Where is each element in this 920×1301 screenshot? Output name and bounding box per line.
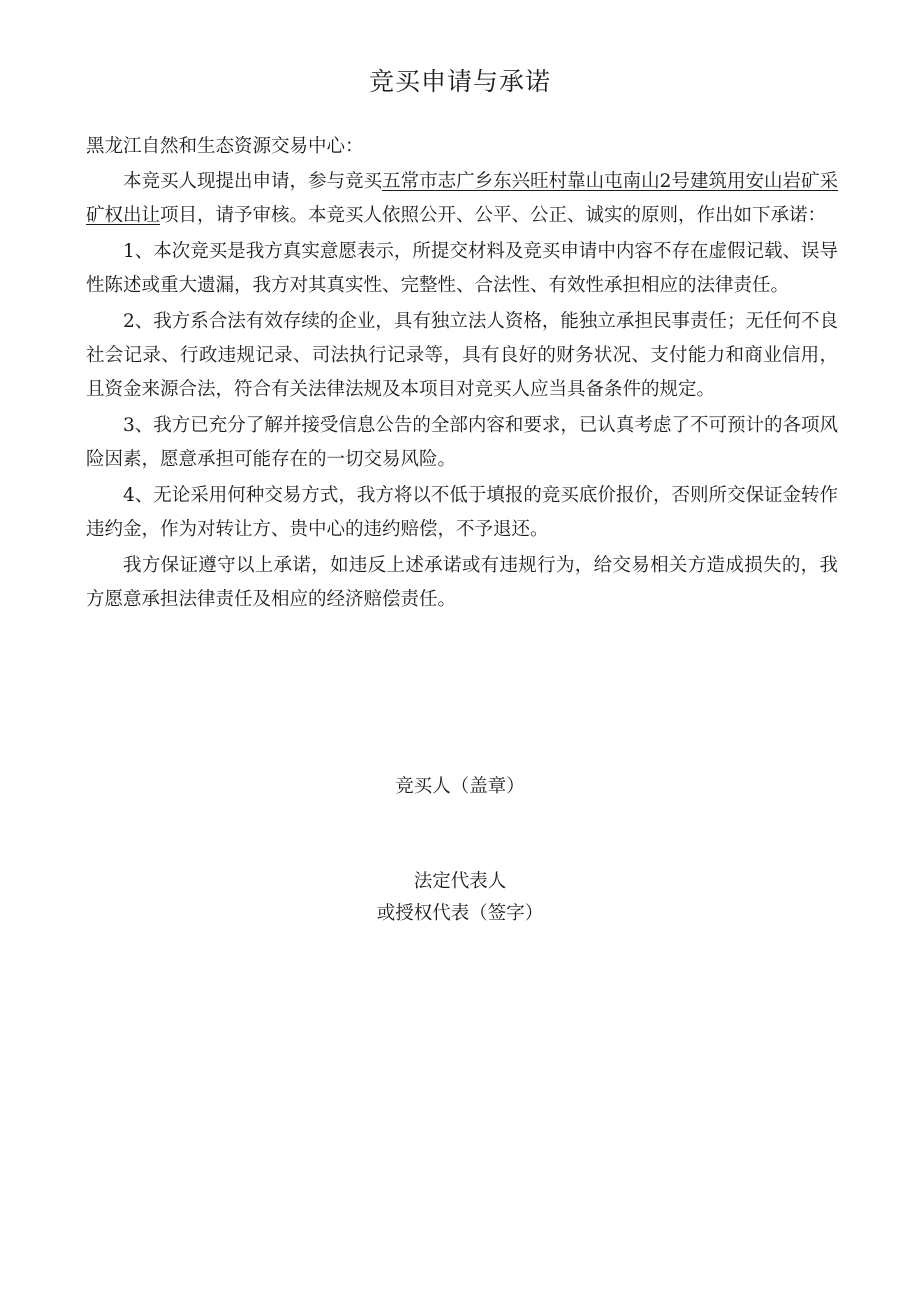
intro-text-before: 本竞买人现提出申请，参与竞买: [123, 171, 383, 192]
legal-representative-label: 法定代表人: [413, 871, 507, 892]
intro-text-after: 项目，请予审核。本竞买人依照公开、公平、公正、诚实的原则，作出如下承诺：: [160, 205, 827, 226]
addressee: 黑龙江自然和生态资源交易中心：: [86, 136, 364, 157]
commitment-4: 4、无论采用何种交易方式，我方将以不低于填报的竞买底价报价，否则所交保证金转作违约金，作为对转让方、贵中心的违约赔偿，不予退还。: [86, 485, 838, 540]
guarantee-paragraph: 我方保证遵守以上承诺，如违反上述承诺或有违规行为，给交易相关方造成损失的，我方愿意承担法律责任及相应的经济赔偿责任。: [86, 555, 838, 610]
intro-paragraph: [86, 165, 838, 233]
document-body: [86, 130, 838, 619]
authorized-representative-label: 或授权代表（签字）: [376, 903, 544, 924]
commitment-1: 1、本次竞买是我方真实意愿表示，所提交材料及竞买申请中内容不存在虚假记载、误导性陈述或重大遗漏，我方对其真实性、完整性、合法性、有效性承担相应的法律责任。: [86, 241, 838, 296]
representative-signature-block: [0, 866, 920, 930]
bidder-seal-line: 竞买人（盖章）: [395, 776, 525, 797]
commitment-3: 3、我方已充分了解并接受信息公告的全部内容和要求，已认真考虑了不可预计的各项风险因素，愿意承担可能存在的一切交易风险。: [86, 415, 838, 470]
document-title: 竞买申请与承诺: [368, 67, 551, 96]
project-name: 五常市志广乡东兴旺村靠山屯南山2号建筑用安山岩矿采矿权出让: [86, 171, 838, 226]
commitment-2: 2、我方系合法有效存续的企业，具有独立法人资格，能独立承担民事责任；无任何不良社会记录、行政违规记录、司法执行记录等，具有良好的财务状况、支付能力和商业信用，且资金来源合法，符合有关法律法规及本项目对竞买人应当具备条件的规定。: [86, 311, 838, 400]
